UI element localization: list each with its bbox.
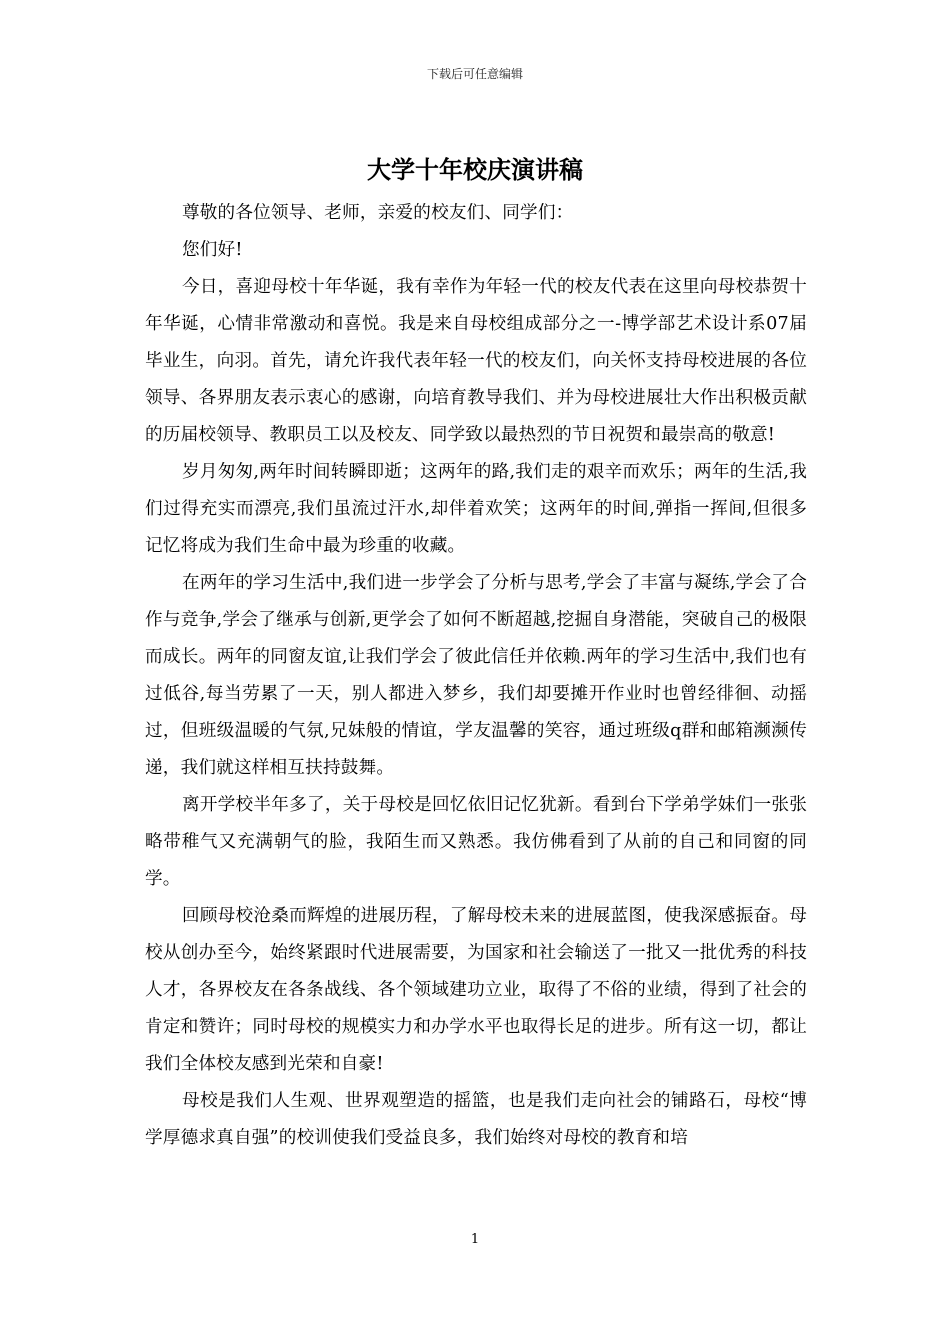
document-title: 大学十年校庆演讲稿 (367, 155, 583, 184)
paragraph-history: 回顾母校沧桑而辉煌的进展历程，了解母校未来的进展蓝图，使我深感振奋。母校从创办至今，始终紧跟时代进展需要，为国家和社会输送了一批又一批优秀的科技人才，各界校友在各条战线、各个领域建功立业，取得了不俗的业绩，得到了社会的肯定和赞许；同时母校的规模实力和办学水平也取得长足的进步。所有这一切，都让我们全体校友感到光荣和自豪! (145, 906, 807, 1074)
paragraph-study-life: 在两年的学习生活中,我们进一步学会了分析与思考,学会了丰富与凝练,学会了合作与竞争,学会了继承与创新,更学会了如何不断超越,挖掘自身潜能，突破自己的极限而成长。两年的同窗友谊,让我们学会了彼此信任并依赖.两年的学习生活中,我们也有过低谷,每当劳累了一天，别人都进入梦乡，我们却要摊开作业时也曾经徘徊、动摇过，但班级温暖的气氛,兄妹般的情谊，学友温馨的笑容，通过班级q群和邮箱濒濒传递，我们就这样相互扶持鼓舞。 (145, 573, 807, 778)
paragraph-alma-mater: 母校是我们人生观、世界观塑造的摇篮，也是我们走向社会的铺路石，母校“博学厚德求真自强”的校训使我们受益良多，我们始终对母校的教育和培 (145, 1091, 807, 1148)
paragraph-two-years: 岁月匆匆,两年时间转瞬即逝；这两年的路,我们走的艰辛而欢乐；两年的生活,我们过得充实而漂亮,我们虽流过汗水,却伴着欢笑；这两年的时间,弹指一挥间,但很多记忆将成为我们生命中最为珍重的收藏。 (145, 462, 807, 556)
paragraph-anniversary: 今日，喜迎母校十年华诞，我有幸作为年轻一代的校友代表在这里向母校恭贺十年华诞，心情非常激动和喜悦。我是来自母校组成部分之一-博学部艺术设计系07届毕业生，向羽。首先，请允许我代表年轻一代的校友们，向关怀支持母校进展的各位领导、各界朋友表示衷心的感谢，向培育教导我们、并为母校进展壮大作出积极贡献的历届校领导、教职员工以及校友、同学致以最热烈的节日祝贺和最崇高的敬意! (145, 277, 807, 445)
page-number: 1 (470, 1232, 480, 1247)
paragraph-hello: 您们好! (181, 240, 243, 260)
paragraph-greeting: 尊敬的各位领导、老师，亲爱的校友们、同学们： (181, 203, 574, 223)
document-body (145, 195, 807, 1157)
paragraph-leaving-school: 离开学校半年多了，关于母校是回忆依旧记忆犹新。看到台下学弟学妹们一张张略带稚气又充满朝气的脸，我陌生而又熟悉。我仿佛看到了从前的自己和同窗的同学。 (145, 795, 807, 889)
header-note: 下载后可任意编辑 (426, 67, 523, 81)
